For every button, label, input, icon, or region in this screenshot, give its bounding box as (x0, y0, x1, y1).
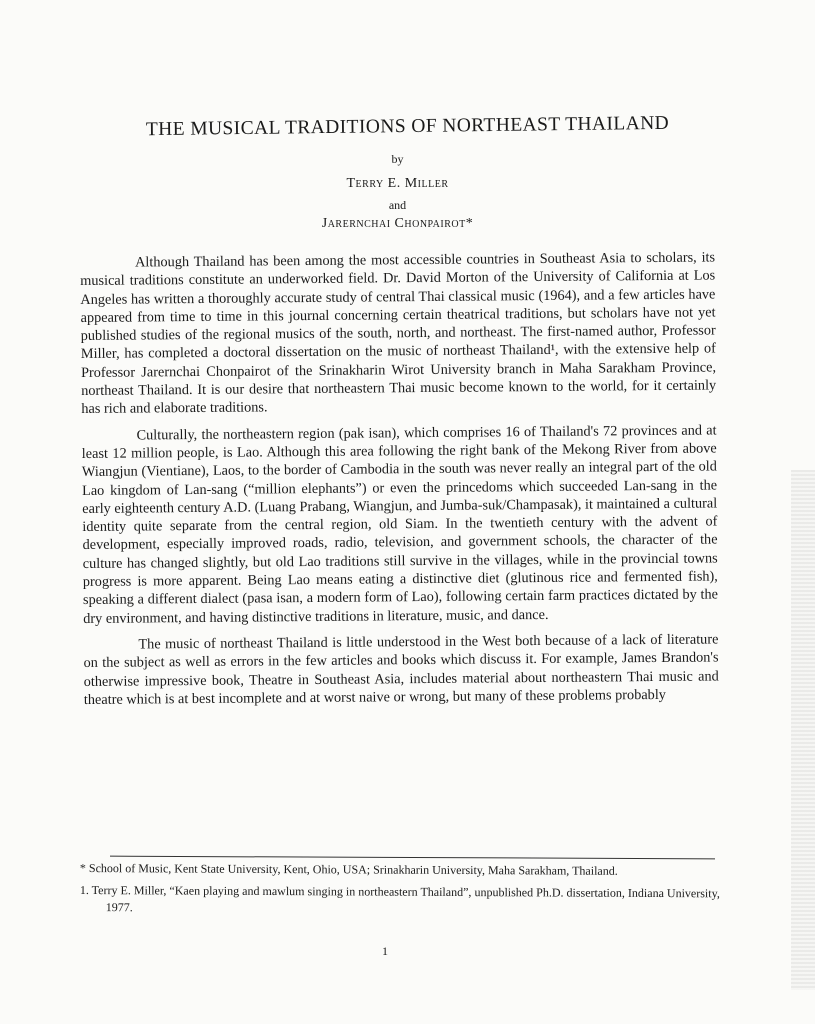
article-title: THE MUSICAL TRADITIONS OF NORTHEAST THAILAND (145, 112, 670, 141)
scan-edge-shadow (791, 470, 815, 990)
footnote-divider (110, 856, 715, 860)
paragraph-1: Although Thailand has been among the most accessible countries in Southeast Asia to scholars, its musical traditions constitute an underworked field. Dr. David Morton of the University of California at Los Angeles has written a thoroughly accurate study of central Thai classical music (1964), and a few articles have appeared from time to time in this journal concerning certain theatrical traditions, but scholars have not yet published studies of the regional musics of the south, north, and northeast. The first-named author, Professor Miller, has completed a doctoral dissertation on the music of northeast Thailand¹, with the extensive help of Professor Jarernchai Chonpairot of the Srinakharin Wirot University branch in Maha Sarakham Province, northeast Thailand. It is our desire that northeastern Thai music become known to the world, for it certainly has rich and elaborate traditions. (80, 249, 717, 418)
footnotes (80, 860, 720, 924)
byline-and: and (388, 198, 407, 212)
footnote-1: 1. Terry E. Miller, “Kaen playing and mawlum singing in northeastern Thailand”, unpublished Ph.D. dissertation, Indiana University, 1977. (79, 882, 720, 915)
byline-by: by (391, 152, 404, 166)
author-1: Terry E. Miller (346, 176, 449, 191)
footnote-affiliation: * School of Music, Kent State University, Kent, Ohio, USA; Srinakharin University, Maha Sarakham, Thailand. (79, 861, 618, 878)
paragraph-2: Culturally, the northeastern region (pak isan), which comprises 16 of Thailand's 72 provinces and at least 12 million people, is Lao. Although this area following the right bank of the Mekong River from above Wiangjun (Vientiane), Laos, to the border of Cambodia in the south was never really an integral part of the old Lao kingdom of Lan-sang (“million elephants”) or even the princedoms which succeeded Lan-sang in the early eighteenth century A.D. (Luang Prabang, Wiangjun, and Jumba-suk/Champasak), it maintained a cultural identity quite separate from the central region, old Siam. In the twentieth century with the advent of development, especially improved roads, radio, television, and government schools, the character of the culture has changed slightly, but old Lao traditions still survive in the villages, while in the provincial towns progress is more apparent. Being Lao means eating a distinctive diet (glutinous rice and fermented fish), speaking a different dialect (pasa isan, a modern form of Lao), following certain farm practices dictated by the dry environment, and having distinctive traditions in literature, music, and dance. (81, 422, 719, 627)
author-2: Jarernchai Chonpairot* (321, 216, 474, 231)
paragraph-3: The music of northeast Thailand is little understood in the West both because of a lack of literature on the subject as well as errors in the few articles and books which discuss it. For example, James Brandon's otherwise impressive book, Theatre in Southeast Asia, includes material about northeastern Thai music and theatre which is at best incomplete and at worst naive or wrong, but many of these problems probably (83, 631, 719, 708)
page-number: 1 (382, 944, 388, 958)
article-body (80, 248, 719, 717)
document-page (79, 0, 720, 1024)
